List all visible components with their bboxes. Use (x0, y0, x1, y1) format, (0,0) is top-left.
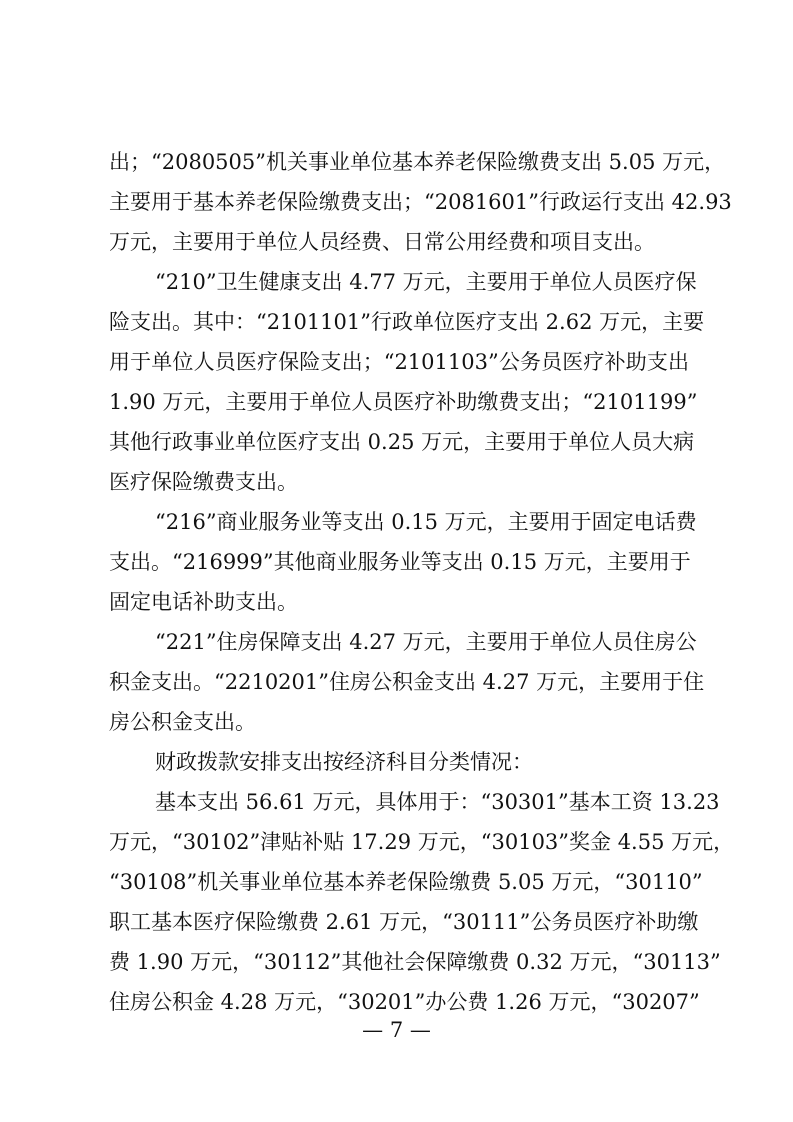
text-line: 万元，主要用于单位人员经费、日常公用经费和项目支出。 (109, 230, 655, 254)
text-line: 住房公积金 4.28 万元，“30201”办公费 1.26 万元，“30207” (109, 990, 700, 1014)
page-number: — 7 — (362, 1018, 431, 1042)
text-line: 费 1.90 万元，“30112”其他社会保障缴费 0.32 万元，“30113” (109, 950, 721, 974)
text-line: 险支出。其中：“2101101”行政单位医疗支出 2.62 万元，主要 (109, 310, 705, 334)
text-line: 支出。“216999”其他商业服务业等支出 0.15 万元，主要用于 (109, 550, 691, 574)
text-line: 其他行政事业单位医疗支出 0.25 万元，主要用于单位人员大病 (109, 430, 695, 454)
section-heading: 财政拨款安排支出按经济科目分类情况： (155, 750, 533, 774)
text-line: 万元，“30102”津贴补贴 17.29 万元，“30103”奖金 4.55 万元， (109, 830, 735, 854)
text-line: 积金支出。“2210201”住房公积金支出 4.27 万元，主要用于住 (109, 670, 705, 694)
text-line: 医疗保险缴费支出。 (109, 470, 298, 494)
text-line: “221”住房保障支出 4.27 万元，主要用于单位人员住房公 (155, 630, 697, 654)
text-line: 固定电话补助支出。 (109, 590, 298, 614)
text-line: 用于单位人员医疗保险支出；“2101103”公务员医疗补助支出 (109, 350, 689, 374)
text-line: “216”商业服务业等支出 0.15 万元，主要用于固定电话费 (155, 510, 697, 534)
text-line: 房公积金支出。 (109, 710, 256, 734)
text-line: “30108”机关事业单位基本养老保险缴费 5.05 万元，“30110” (109, 870, 703, 894)
text-line: 职工基本医疗保险缴费 2.61 万元，“30111”公务员医疗补助缴 (109, 910, 699, 934)
text-line: “210”卫生健康支出 4.77 万元，主要用于单位人员医疗保 (155, 270, 697, 294)
text-line: 出；“2080505”机关事业单位基本养老保险缴费支出 5.05 万元， (109, 150, 726, 174)
text-line: 主要用于基本养老保险缴费支出；“2081601”行政运行支出 42.93 (109, 190, 732, 214)
text-line: 基本支出 56.61 万元，具体用于：“30301”基本工资 13.23 (155, 790, 720, 814)
text-line: 1.90 万元，主要用于单位人员医疗补助缴费支出；“2101199” (109, 390, 698, 414)
